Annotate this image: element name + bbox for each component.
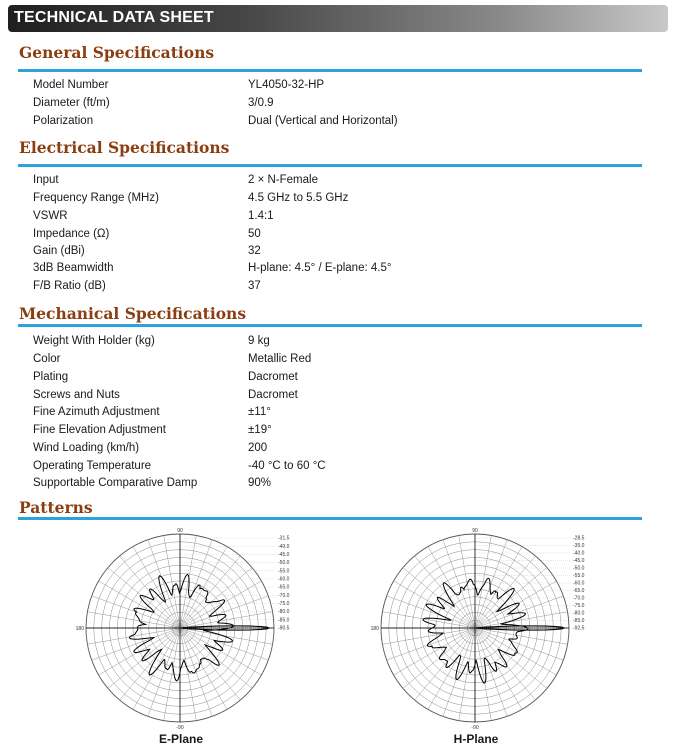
spec-value: 9 kg bbox=[248, 335, 270, 347]
spec-value: 4.5 GHz to 5.5 GHz bbox=[248, 192, 349, 204]
spec-value: 200 bbox=[248, 442, 268, 454]
angle-label-90: 90 bbox=[472, 528, 478, 534]
db-scale-label: -70.0 bbox=[278, 592, 290, 599]
e-plane-polar-plot bbox=[70, 525, 310, 735]
db-scale-label: -55.0 bbox=[278, 568, 290, 575]
angle-label-minus-90: -90 bbox=[471, 725, 479, 731]
spec-value: Metallic Red bbox=[248, 353, 312, 365]
db-scale-label: -75.0 bbox=[573, 603, 585, 610]
h-plane-polar-plot bbox=[365, 525, 605, 735]
db-scale-label: -70.0 bbox=[573, 595, 585, 602]
spec-row bbox=[33, 389, 633, 406]
db-scale-label: -55.0 bbox=[573, 573, 585, 580]
spec-row bbox=[33, 192, 633, 209]
db-scale-label: -40.0 bbox=[573, 550, 585, 557]
spec-key: Plating bbox=[33, 371, 69, 383]
spec-row bbox=[33, 353, 633, 370]
angle-label-90: 90 bbox=[177, 528, 183, 534]
spec-key: Supportable Comparative Damp bbox=[33, 477, 198, 489]
angle-label-180: 180 bbox=[370, 626, 379, 632]
spec-value: Dual (Vertical and Horizontal) bbox=[248, 115, 398, 127]
spec-row bbox=[33, 228, 633, 245]
db-scale-label: -50.0 bbox=[278, 560, 290, 567]
db-scale-label: -40.0 bbox=[278, 543, 290, 550]
spec-key: Screws and Nuts bbox=[33, 389, 120, 401]
db-scale-label: -85.0 bbox=[278, 617, 290, 624]
spec-value: 50 bbox=[248, 228, 261, 240]
spec-row bbox=[33, 406, 633, 423]
db-scale-label: -85.0 bbox=[573, 618, 585, 625]
spec-key: Impedance (Ω) bbox=[33, 228, 110, 240]
db-scale-label: -92.5 bbox=[573, 625, 585, 632]
spec-row bbox=[33, 335, 633, 352]
spec-row bbox=[33, 280, 633, 297]
header-banner bbox=[8, 5, 668, 32]
spec-value: 2 × N-Female bbox=[248, 174, 318, 186]
spec-value: Dacromet bbox=[248, 371, 298, 383]
db-scale-label: -50.0 bbox=[573, 565, 585, 572]
spec-key: Color bbox=[33, 353, 61, 365]
section-divider bbox=[18, 69, 642, 72]
spec-row bbox=[33, 262, 633, 279]
spec-row bbox=[33, 115, 633, 132]
spec-value: 1.4:1 bbox=[248, 210, 274, 222]
spec-key: Weight With Holder (kg) bbox=[33, 335, 155, 347]
db-scale-label: -90.5 bbox=[278, 625, 290, 632]
angle-label-minus-90: -90 bbox=[176, 725, 184, 731]
h-plane-label: H-Plane bbox=[453, 732, 499, 746]
section-divider bbox=[18, 324, 642, 327]
spec-value: ±11° bbox=[248, 406, 271, 418]
db-scale-label: -75.0 bbox=[278, 601, 290, 608]
spec-value: YL4050-32-HP bbox=[248, 79, 325, 91]
spec-row bbox=[33, 477, 633, 494]
db-scale-label: -45.0 bbox=[573, 558, 585, 565]
spec-key: Operating Temperature bbox=[33, 460, 152, 472]
spec-key: F/B Ratio (dB) bbox=[33, 280, 106, 292]
spec-row bbox=[33, 174, 633, 191]
spec-value: Dacromet bbox=[248, 389, 298, 401]
section-divider bbox=[18, 517, 642, 520]
spec-row bbox=[33, 442, 633, 459]
db-scale-label: -80.0 bbox=[278, 609, 290, 616]
spec-row bbox=[33, 460, 633, 477]
section-title-patterns: Patterns bbox=[19, 498, 93, 517]
db-scale-label: -28.5 bbox=[573, 535, 585, 542]
db-scale-label: -80.0 bbox=[573, 610, 585, 617]
db-scale-label: -65.0 bbox=[278, 584, 290, 591]
section-divider bbox=[18, 164, 642, 167]
db-scale-label: -45.0 bbox=[278, 552, 290, 558]
spec-key: Model Number bbox=[33, 79, 109, 91]
spec-value: 3/0.9 bbox=[248, 97, 274, 109]
spec-row bbox=[33, 371, 633, 388]
spec-row bbox=[33, 79, 633, 96]
page-title: TECHNICAL DATA SHEET bbox=[14, 9, 214, 26]
spec-key: Diameter (ft/m) bbox=[33, 97, 110, 109]
spec-key: Input bbox=[33, 174, 59, 186]
spec-key: Gain (dBi) bbox=[33, 245, 85, 257]
spec-value: 32 bbox=[248, 245, 261, 257]
db-scale-label: -31.5 bbox=[278, 535, 290, 542]
spec-row bbox=[33, 424, 633, 441]
section-title-electrical: Electrical Specifications bbox=[19, 138, 230, 157]
spec-key: Fine Elevation Adjustment bbox=[33, 424, 166, 436]
spec-row bbox=[33, 210, 633, 227]
spec-value: 90% bbox=[248, 477, 272, 489]
spec-key: Fine Azimuth Adjustment bbox=[33, 406, 160, 418]
spec-key: VSWR bbox=[33, 210, 68, 222]
db-scale-label: -35.0 bbox=[573, 543, 585, 550]
spec-key: 3dB Beamwidth bbox=[33, 262, 114, 274]
spec-value: ±19° bbox=[248, 424, 272, 436]
e-plane-label: E-Plane bbox=[158, 732, 203, 746]
spec-key: Frequency Range (MHz) bbox=[33, 192, 159, 204]
db-scale-label: -65.0 bbox=[573, 588, 585, 595]
angle-label-180: 180 bbox=[75, 626, 84, 632]
spec-value: 37 bbox=[248, 280, 261, 292]
spec-value: H-plane: 4.5° / E-plane: 4.5° bbox=[248, 262, 392, 274]
spec-key: Polarization bbox=[33, 115, 94, 127]
db-scale-label: -60.0 bbox=[573, 580, 585, 587]
spec-value: -40 °C to 60 °C bbox=[248, 460, 326, 472]
spec-row bbox=[33, 245, 633, 262]
section-title-general: General Specifications bbox=[19, 43, 215, 62]
section-title-mechanical: Mechanical Specifications bbox=[19, 304, 247, 323]
spec-row bbox=[33, 97, 633, 114]
spec-key: Wind Loading (km/h) bbox=[33, 442, 140, 454]
db-scale-label: -60.0 bbox=[278, 576, 290, 583]
